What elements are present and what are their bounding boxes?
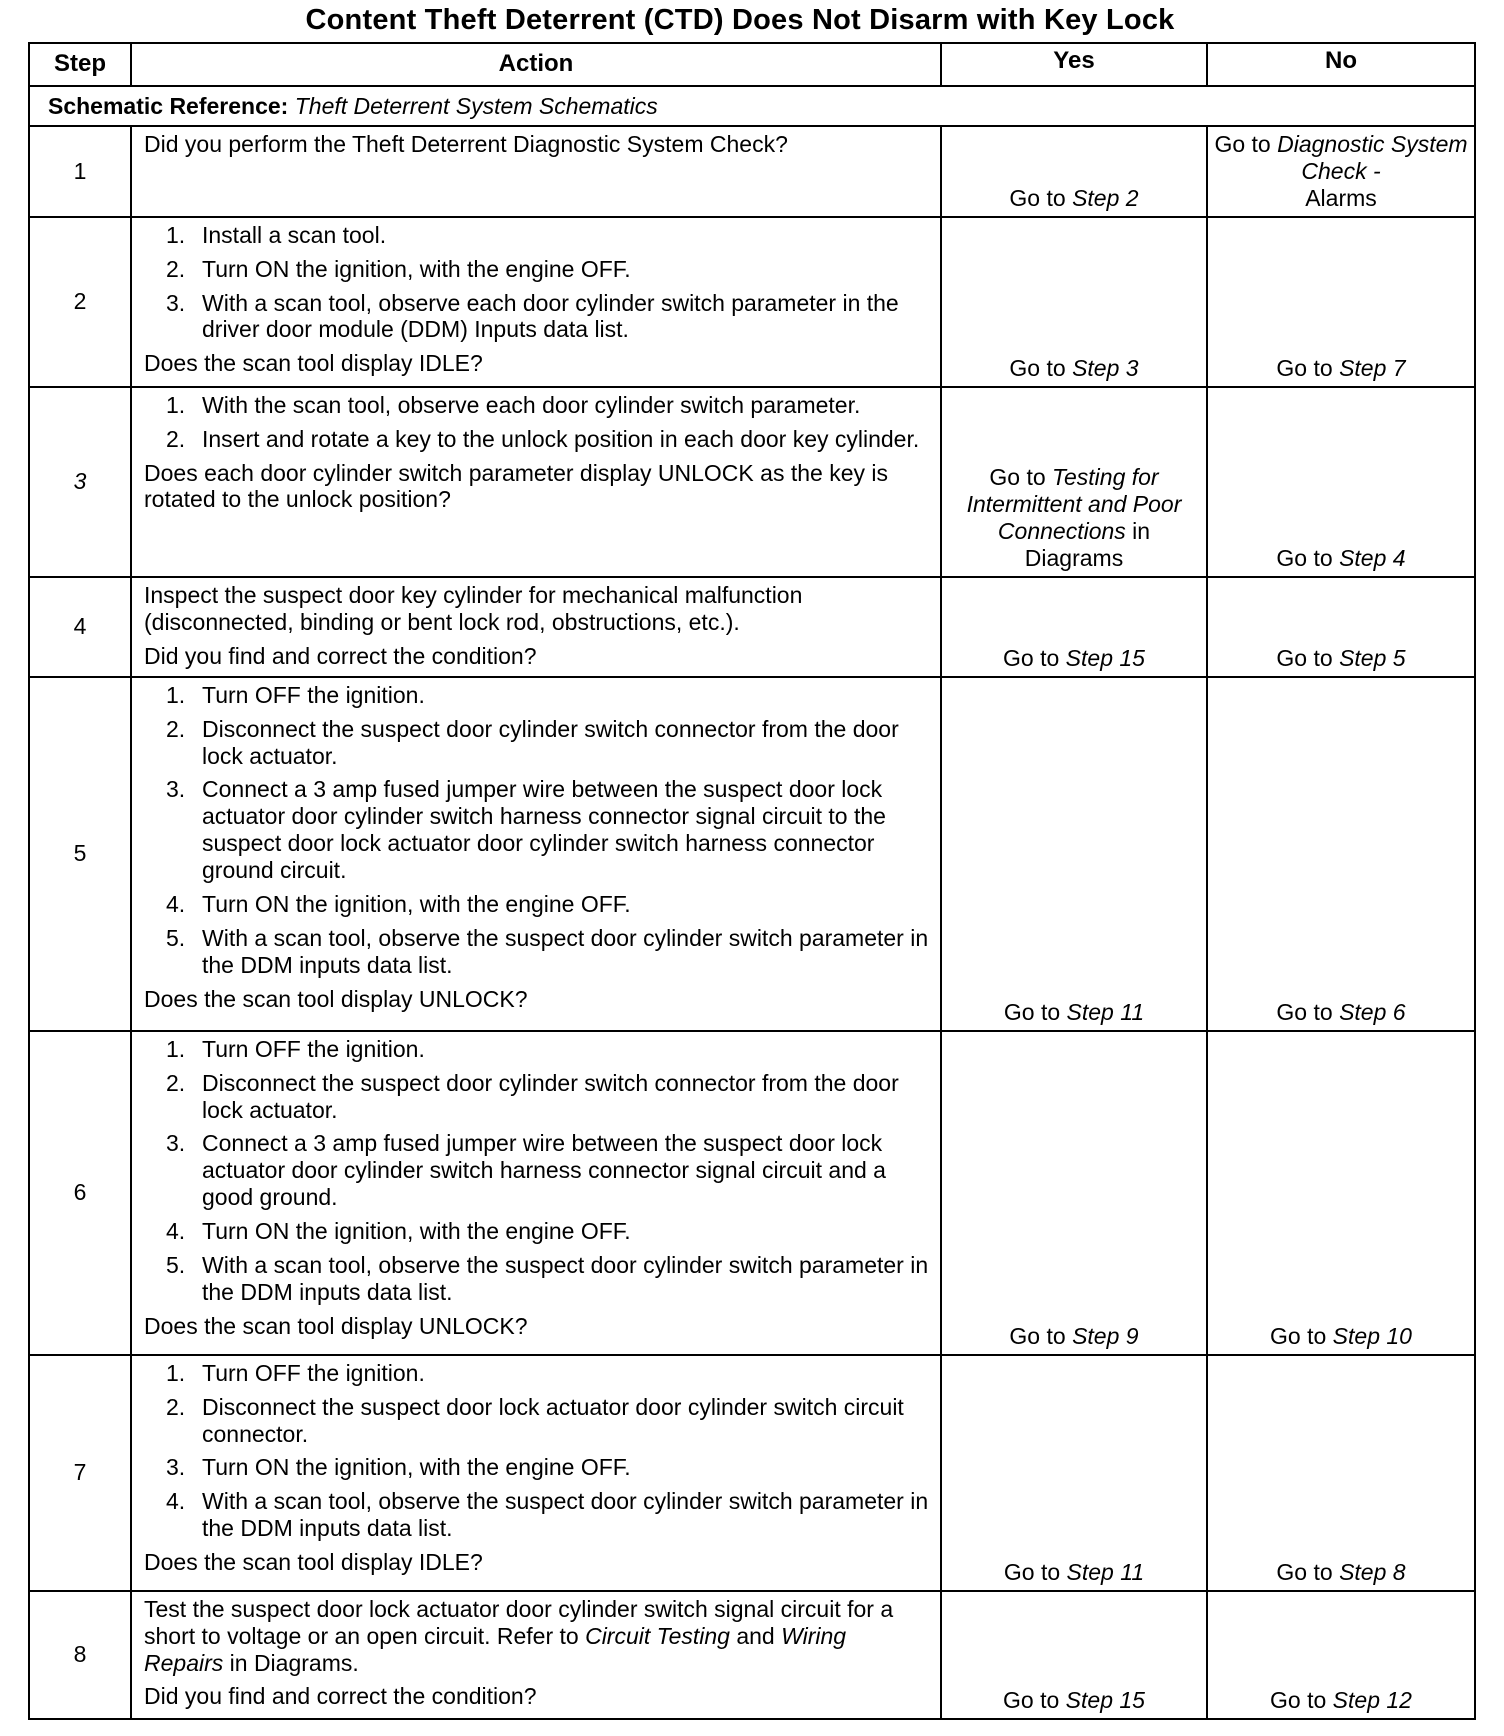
yes-cell bbox=[941, 577, 1207, 677]
yes-prefix: Go to bbox=[989, 464, 1053, 491]
schematic-link[interactable]: Theft Deterrent System Schematics bbox=[294, 92, 658, 119]
list-item: 5. With a scan tool, observe the suspect door cylinder switch parameter in the DDM inputs data list. bbox=[166, 1252, 929, 1305]
list-item: 1. Turn OFF the ignition. bbox=[166, 681, 425, 708]
list-item-text: Disconnect the suspect door lock actuator door cylinder switch circuit connector. bbox=[202, 1393, 904, 1447]
list-item-text: With the scan tool, observe each door cylinder switch parameter. bbox=[202, 391, 861, 418]
list-item-text: With a scan tool, observe the suspect door cylinder switch parameter in the DDM inputs data list. bbox=[202, 1252, 929, 1305]
list-item: 1. Turn OFF the ignition. bbox=[166, 1035, 425, 1062]
yes-cell bbox=[941, 126, 1207, 217]
circuit-testing-link[interactable]: Circuit Testing bbox=[585, 1622, 730, 1649]
list-item-text: Connect a 3 amp fused jumper wire between the suspect door lock actuator door cylinder switch harness connector signal circuit to the suspect door lock actuator door cylinder switch harness connector ground circuit. bbox=[202, 776, 886, 884]
yes-prefix: Go to bbox=[1003, 644, 1066, 671]
no-link[interactable]: Step 12 bbox=[1332, 1686, 1412, 1713]
step-number: 1 bbox=[29, 126, 131, 217]
yes-link[interactable]: Step 15 bbox=[1065, 644, 1145, 671]
yes-cell bbox=[941, 387, 1207, 577]
question-text: Did you find and correct the condition? bbox=[144, 1683, 537, 1710]
action-cell bbox=[131, 1591, 941, 1719]
step-number: 5 bbox=[29, 677, 131, 1031]
list-item: 3. Connect a 3 amp fused jumper wire between the suspect door lock actuator door cylinder switch harness connector signal circuit to the suspect door lock actuator door cylinder switch harness connector ground circuit. bbox=[166, 776, 886, 884]
no-link[interactable]: Step 8 bbox=[1339, 1558, 1406, 1585]
no-prefix: Go to bbox=[1276, 644, 1340, 671]
no-prefix: Go to bbox=[1276, 354, 1340, 381]
no-link[interactable]: Step 5 bbox=[1339, 644, 1406, 671]
question-text: Does the scan tool display IDLE? bbox=[144, 350, 483, 377]
action-list bbox=[144, 1036, 930, 1306]
no-prefix: Go to bbox=[1276, 998, 1340, 1025]
action-cell bbox=[131, 217, 941, 387]
action-text-part: and bbox=[729, 1622, 782, 1649]
yes-link[interactable]: Step 15 bbox=[1065, 1686, 1145, 1713]
step-number: 3 bbox=[29, 387, 131, 577]
list-item-text: Turn ON the ignition, with the engine OFF. bbox=[202, 1454, 631, 1481]
action-text bbox=[144, 1596, 930, 1677]
schematic-row bbox=[29, 86, 1475, 126]
table-row bbox=[29, 1031, 1475, 1355]
schematic-reference bbox=[29, 86, 1475, 126]
list-item-text: With a scan tool, observe the suspect door cylinder switch parameter in the DDM inputs data list. bbox=[202, 924, 929, 978]
step-number: 6 bbox=[29, 1031, 131, 1355]
yes-prefix: Go to bbox=[1003, 1686, 1066, 1713]
list-item: 1. With the scan tool, observe each door cylinder switch parameter. bbox=[166, 391, 861, 418]
schematic-label: Schematic Reference: bbox=[48, 92, 289, 119]
list-item: 5. With a scan tool, observe the suspect door cylinder switch parameter in the DDM inputs data list. bbox=[166, 924, 929, 978]
yes-link[interactable]: Step 2 bbox=[1072, 184, 1139, 211]
no-cell bbox=[1207, 126, 1475, 217]
action-cell bbox=[131, 126, 941, 217]
list-item: 2. Turn ON the ignition, with the engine OFF. bbox=[166, 255, 631, 282]
list-item-text: Insert and rotate a key to the unlock position in each door key cylinder. bbox=[202, 425, 920, 452]
list-item: 2. Disconnect the suspect door cylinder switch connector from the door lock actuator. bbox=[166, 715, 899, 769]
page-title: Content Theft Deterrent (CTD) Does Not Disarm with Key Lock bbox=[305, 4, 1175, 36]
step-number: 4 bbox=[29, 577, 131, 677]
list-item-text: Turn ON the ignition, with the engine OFF. bbox=[202, 255, 631, 282]
question-text: Does each door cylinder switch parameter display UNLOCK as the key is rotated to the unlock position? bbox=[144, 459, 888, 513]
action-list bbox=[144, 682, 930, 979]
table-row bbox=[29, 1355, 1475, 1591]
no-prefix: Go to bbox=[1270, 1686, 1333, 1713]
header-no: No bbox=[1207, 43, 1475, 86]
yes-prefix: Go to bbox=[1009, 184, 1073, 211]
no-cell bbox=[1207, 577, 1475, 677]
action-text-part: Test the suspect door lock actuator door cylinder switch signal circuit for a short to voltage or an open circuit. Refer to bbox=[144, 1595, 894, 1649]
list-item-text: With a scan tool, observe each door cylinder switch parameter in the driver door module (DDM) Inputs data list. bbox=[202, 289, 899, 343]
yes-suffix: in Diagrams bbox=[1024, 517, 1151, 571]
list-item: 3. With a scan tool, observe each door cylinder switch parameter in the driver door module (DDM) Inputs data list. bbox=[166, 289, 899, 343]
yes-link[interactable]: Testing for Intermittent and Poor Connections bbox=[966, 464, 1182, 544]
yes-link[interactable]: Step 9 bbox=[1072, 1322, 1139, 1349]
no-cell bbox=[1207, 1355, 1475, 1591]
action-cell bbox=[131, 387, 941, 577]
no-prefix: Go to bbox=[1276, 544, 1340, 571]
yes-prefix: Go to bbox=[1003, 1558, 1067, 1585]
table-row bbox=[29, 126, 1475, 217]
list-item: 4. Turn ON the ignition, with the engine OFF. bbox=[166, 1218, 631, 1245]
table-row bbox=[29, 387, 1475, 577]
yes-link[interactable]: Step 11 bbox=[1066, 1558, 1145, 1585]
no-link[interactable]: Diagnostic System Check - bbox=[1277, 131, 1468, 184]
action-cell bbox=[131, 1355, 941, 1591]
yes-link[interactable]: Step 11 bbox=[1066, 998, 1145, 1025]
no-cell bbox=[1207, 677, 1475, 1031]
list-item-text: Install a scan tool. bbox=[202, 221, 387, 248]
list-item: 2. Insert and rotate a key to the unlock position in each door key cylinder. bbox=[166, 425, 920, 452]
list-item: 3. Turn ON the ignition, with the engine OFF. bbox=[166, 1454, 631, 1481]
table-row bbox=[29, 677, 1475, 1031]
yes-prefix: Go to bbox=[1003, 998, 1067, 1025]
list-item-text: Turn OFF the ignition. bbox=[202, 1359, 425, 1386]
no-link[interactable]: Step 7 bbox=[1339, 354, 1406, 381]
yes-cell bbox=[941, 677, 1207, 1031]
step-number: 7 bbox=[29, 1355, 131, 1591]
list-item: 1. Install a scan tool. bbox=[166, 221, 387, 248]
yes-prefix: Go to bbox=[1009, 1322, 1073, 1349]
header-step: Step bbox=[29, 43, 131, 86]
table-row bbox=[29, 1591, 1475, 1719]
question-text: Did you perform the Theft Deterrent Diagnostic System Check? bbox=[144, 131, 788, 157]
action-list bbox=[144, 1360, 930, 1542]
step-number: 2 bbox=[29, 217, 131, 387]
header-yes: Yes bbox=[941, 43, 1207, 86]
yes-prefix: Go to bbox=[1009, 354, 1073, 381]
no-cell bbox=[1207, 217, 1475, 387]
no-link[interactable]: Step 4 bbox=[1339, 544, 1406, 571]
list-item: 4. Turn ON the ignition, with the engine OFF. bbox=[166, 891, 631, 918]
action-list bbox=[144, 222, 930, 344]
yes-cell bbox=[941, 217, 1207, 387]
action-text: Inspect the suspect door key cylinder for mechanical malfunction (disconnected, binding or bent lock rod, obstructions, etc.). bbox=[144, 581, 803, 635]
header-action: Action bbox=[131, 43, 941, 86]
header-row bbox=[29, 43, 1475, 86]
yes-cell bbox=[941, 1031, 1207, 1355]
no-link[interactable]: Step 10 bbox=[1332, 1322, 1412, 1349]
list-item-text: Disconnect the suspect door cylinder switch connector from the door lock actuator. bbox=[202, 1069, 899, 1123]
question-text: Did you find and correct the condition? bbox=[144, 642, 537, 669]
list-item: 1. Turn OFF the ignition. bbox=[166, 1359, 425, 1386]
question-text: Does the scan tool display IDLE? bbox=[144, 1549, 483, 1576]
list-item-text: Connect a 3 amp fused jumper wire between the suspect door lock actuator door cylinder switch harness connector signal circuit and a good ground. bbox=[202, 1130, 886, 1211]
no-prefix: Go to bbox=[1276, 1558, 1340, 1585]
list-item-text: Turn ON the ignition, with the engine OFF. bbox=[202, 1218, 631, 1245]
list-item-text: Turn ON the ignition, with the engine OFF. bbox=[202, 891, 631, 918]
question-text: Does the scan tool display UNLOCK? bbox=[144, 985, 528, 1012]
question-text: Does the scan tool display UNLOCK? bbox=[144, 1312, 528, 1339]
no-suffix: Alarms bbox=[1305, 184, 1377, 211]
action-text-part: in Diagrams. bbox=[223, 1649, 359, 1676]
list-item: 2. Disconnect the suspect door cylinder switch connector from the door lock actuator. bbox=[166, 1069, 899, 1123]
list-item: 3. Connect a 3 amp fused jumper wire between the suspect door lock actuator door cylinder switch harness connector signal circuit and a good ground. bbox=[166, 1130, 886, 1211]
action-cell bbox=[131, 677, 941, 1031]
no-prefix: Go to bbox=[1270, 1322, 1333, 1349]
table-row bbox=[29, 577, 1475, 677]
yes-link[interactable]: Step 3 bbox=[1072, 354, 1139, 381]
list-item-text: With a scan tool, observe the suspect door cylinder switch parameter in the DDM inputs data list. bbox=[202, 1488, 929, 1542]
step-number: 8 bbox=[29, 1591, 131, 1719]
list-item: 2. Disconnect the suspect door lock actuator door cylinder switch circuit connector. bbox=[166, 1393, 904, 1447]
list-item-text: Disconnect the suspect door cylinder switch connector from the door lock actuator. bbox=[202, 715, 899, 769]
wiring-repairs-link[interactable]: Wiring Repairs bbox=[144, 1622, 847, 1676]
list-item: 4. With a scan tool, observe the suspect door cylinder switch parameter in the DDM inputs data list. bbox=[166, 1488, 929, 1542]
list-item-text: Turn OFF the ignition. bbox=[202, 681, 425, 708]
diagnostic-table bbox=[28, 42, 1476, 1720]
no-prefix: Go to bbox=[1214, 131, 1278, 157]
action-list bbox=[144, 392, 930, 453]
no-cell bbox=[1207, 1031, 1475, 1355]
list-item-text: Turn OFF the ignition. bbox=[202, 1035, 425, 1062]
yes-cell bbox=[941, 1591, 1207, 1719]
action-cell bbox=[131, 1031, 941, 1355]
action-cell bbox=[131, 577, 941, 677]
no-cell bbox=[1207, 1591, 1475, 1719]
yes-cell bbox=[941, 1355, 1207, 1591]
no-cell bbox=[1207, 387, 1475, 577]
no-link[interactable]: Step 6 bbox=[1339, 998, 1406, 1025]
table-row bbox=[29, 217, 1475, 387]
